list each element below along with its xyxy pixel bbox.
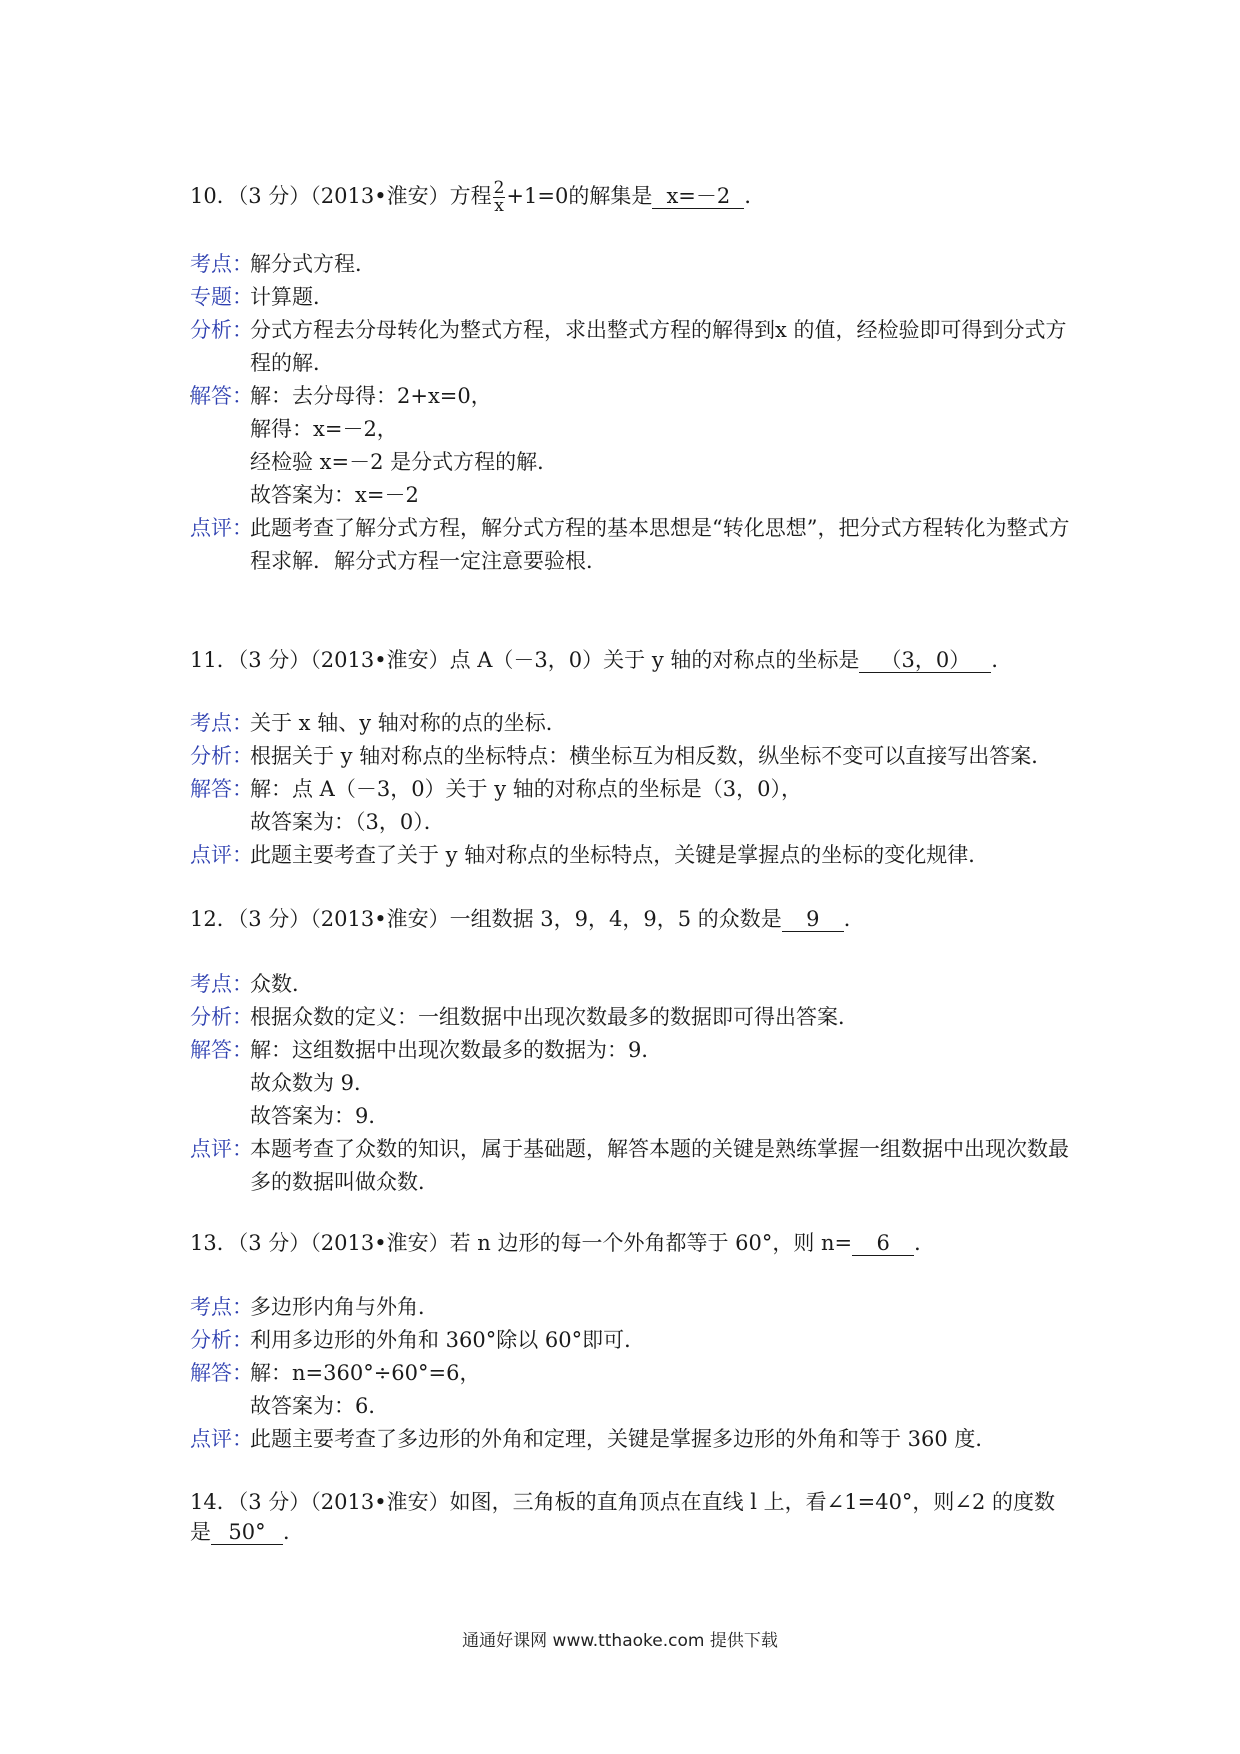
kaodian-text: 解分式方程． <box>250 252 376 276</box>
jieda-line: 经检验 x=－2 是分式方程的解． <box>250 450 559 474</box>
kaodian-label: 考点： <box>190 252 253 276</box>
jieda-line: 解：n=360°÷60°=6， <box>250 1361 481 1385</box>
zhuanti-row <box>190 281 1080 314</box>
question-13-text: 13．（3 分）（2013•淮安）若 n 边形的每一个外角都等于 60°，则 n= <box>190 1231 853 1255</box>
question-10-end: ． <box>744 184 766 208</box>
dianping-row <box>190 1133 1080 1199</box>
dianping-row <box>190 839 1080 872</box>
fenxi-text: 根据关于 y 轴对称点的坐标特点：横坐标互为相反数，纵坐标不变可以直接写出答案． <box>250 744 1053 768</box>
fenxi-label: 分析： <box>190 1328 253 1352</box>
answer-blank-13: 6 <box>852 1231 914 1256</box>
fenxi-label: 分析： <box>190 744 253 768</box>
dianping-label: 点评： <box>190 516 253 540</box>
fraction-numerator: 2 <box>493 178 505 198</box>
jieda-row <box>190 1034 1080 1067</box>
fraction-denominator: x <box>494 196 504 216</box>
jieda-label: 解答： <box>190 384 253 408</box>
dianping-text: 此题考查了解分式方程，解分式方程的基本思想是“转化思想”，把分式方程转化为整式方程求解．解分式方程一定注意要验根． <box>250 516 1070 573</box>
question-11-text: 11．（3 分）（2013•淮安）点 A（－3，0）关于 y 轴的对称点的坐标是 <box>190 648 860 672</box>
jieda-label: 解答： <box>190 1038 253 1062</box>
answer-blank-10: x=－2 <box>652 184 744 209</box>
dianping-text: 此题主要考查了关于 y 轴对称点的坐标特点，关键是掌握点的坐标的变化规律． <box>250 843 990 867</box>
kaodian-label: 考点： <box>190 711 253 735</box>
question-10 <box>190 180 765 215</box>
fenxi-text: 利用多边形的外角和 360°除以 60°即可． <box>250 1328 646 1352</box>
dianping-text: 此题主要考查了多边形的外角和定理，关键是掌握多边形的外角和等于 360 度． <box>250 1427 997 1451</box>
fenxi-row <box>190 314 1080 380</box>
explanation-12 <box>190 968 1080 1199</box>
jieda-line: 解：点 A（－3，0）关于 y 轴的对称点的坐标是（3，0）， <box>250 777 802 801</box>
question-11 <box>190 645 1012 675</box>
question-12 <box>190 904 865 934</box>
jieda-row <box>190 1357 1080 1390</box>
jieda-line: 故答案为：（3，0）． <box>250 810 445 834</box>
question-12-text: 12．（3 分）（2013•淮安）一组数据 3，9，4，9，5 的众数是 <box>190 907 782 931</box>
fenxi-row <box>190 1001 1080 1034</box>
fenxi-row <box>190 740 1080 773</box>
explanation-11 <box>190 707 1080 872</box>
jieda-label: 解答： <box>190 777 253 801</box>
jieda-line: 解：去分母得：2+x=0， <box>250 384 492 408</box>
fenxi-text: 分式方程去分母转化为整式方程，求出整式方程的解得到x 的值，经检验即可得到分式方程的解． <box>250 318 1067 375</box>
question-13 <box>190 1228 935 1258</box>
question-14-line-2-prefix: 是 <box>190 1520 211 1544</box>
explanation-13 <box>190 1291 1080 1456</box>
kaodian-text: 关于 x 轴、y 轴对称的点的坐标． <box>250 711 567 735</box>
dianping-row <box>190 1423 1080 1456</box>
kaodian-text: 众数． <box>250 972 313 996</box>
jieda-label: 解答： <box>190 1361 253 1385</box>
question-13-end: ． <box>914 1231 936 1255</box>
answer-blank-12: 9 <box>782 907 844 932</box>
kaodian-row <box>190 248 1080 281</box>
question-12-end: ． <box>843 907 865 931</box>
question-10-prefix: 10．（3 分）（2013•淮安）方程 <box>190 184 492 208</box>
fenxi-text: 根据众数的定义：一组数据中出现次数最多的数据即可得出答案． <box>250 1005 859 1029</box>
question-14-line-2 <box>190 1517 1055 1547</box>
explanation-10 <box>190 248 1080 578</box>
dianping-text: 本题考查了众数的知识，属于基础题，解答本题的关键是熟练掌握一组数据中出现次数最多的数据叫做众数． <box>250 1137 1069 1194</box>
fenxi-label: 分析： <box>190 1005 253 1029</box>
jieda-line: 故众数为 9． <box>250 1071 376 1095</box>
fraction-2-over-x <box>493 180 506 215</box>
dianping-label: 点评： <box>190 1137 253 1161</box>
dianping-label: 点评： <box>190 1427 253 1451</box>
question-10-mid: 的解集是 <box>568 184 653 208</box>
fenxi-label: 分析： <box>190 318 253 342</box>
page-footer: 通通好课网 www.tthaoke.com 提供下载 <box>462 1631 778 1651</box>
question-14 <box>190 1487 1055 1547</box>
zhuanti-label: 专题： <box>190 285 253 309</box>
jieda-row <box>190 380 1080 413</box>
kaodian-label: 考点： <box>190 1295 253 1319</box>
dianping-label: 点评： <box>190 843 253 867</box>
question-14-end: ． <box>283 1520 304 1544</box>
answer-blank-14: 50° <box>211 1520 283 1545</box>
jieda-row <box>190 773 1080 806</box>
jieda-line: 故答案为：x=－2 <box>250 483 419 507</box>
fenxi-row <box>190 1324 1080 1357</box>
zhuanti-text: 计算题． <box>250 285 334 309</box>
kaodian-row <box>190 1291 1080 1324</box>
jieda-line: 解得：x=－2， <box>250 417 398 441</box>
kaodian-label: 考点： <box>190 972 253 996</box>
question-11-end: ． <box>991 648 1013 672</box>
question-10-equation-tail: +1=0 <box>506 184 569 208</box>
jieda-line: 解：这组数据中出现次数最多的数据为：9． <box>250 1038 663 1062</box>
dianping-row <box>190 512 1080 578</box>
jieda-line: 故答案为：9． <box>250 1104 390 1128</box>
kaodian-row <box>190 707 1080 740</box>
question-14-line-1: 14．（3 分）（2013•淮安）如图，三角板的直角顶点在直线 l 上，看∠1=40°，则∠2 的度数 <box>190 1490 1056 1514</box>
jieda-line: 故答案为：6． <box>250 1394 390 1418</box>
answer-blank-11: （3，0） <box>859 648 991 673</box>
kaodian-row <box>190 968 1080 1001</box>
kaodian-text: 多边形内角与外角． <box>250 1295 439 1319</box>
